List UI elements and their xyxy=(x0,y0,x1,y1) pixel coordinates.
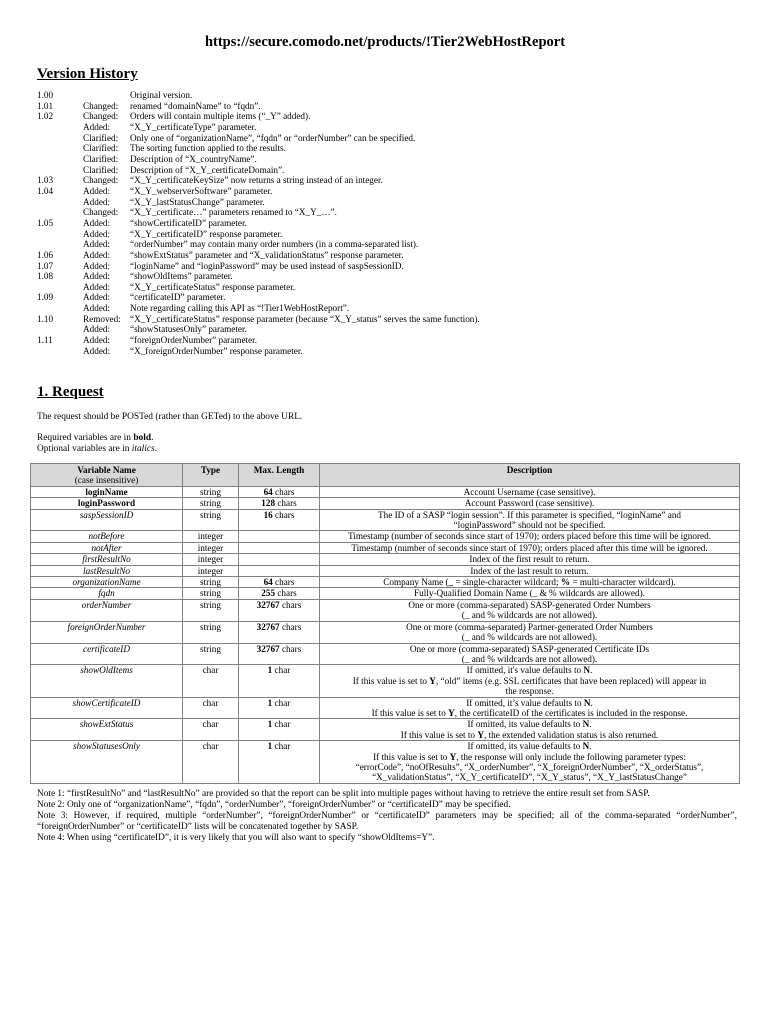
required-note-prefix: Required variables are in xyxy=(37,433,134,443)
header-description: Description xyxy=(320,464,740,487)
description-cell: If omitted, its value defaults to N. If this value is set to Y, the extended validation status is also returned. xyxy=(320,719,740,741)
table-row xyxy=(31,741,740,784)
version-history-heading: Version History xyxy=(37,66,138,82)
table-row xyxy=(31,697,740,719)
version-row xyxy=(37,218,480,229)
max-length-cell xyxy=(239,665,320,697)
request-variables-table xyxy=(30,463,740,784)
type-cell: char xyxy=(183,741,239,784)
max-length-unit: char xyxy=(272,741,291,752)
table-row xyxy=(31,498,740,509)
version-action: Changed: xyxy=(83,111,119,122)
max-length-unit: chars xyxy=(275,498,297,509)
header-max-length: Max. Length xyxy=(239,464,320,487)
description-cell: If omitted, it's value defaults to N. If this value is set to Y, “old” items (e.g. SSL certificates that have been replaced) will appear in the response. xyxy=(320,665,740,697)
type-cell: string xyxy=(183,643,239,665)
version-action: Added: xyxy=(83,196,111,207)
version-number xyxy=(37,154,83,165)
version-text: “X_Y_certificateStatus” response parameter. xyxy=(130,281,296,292)
variable-name-cell: lastResultNo xyxy=(31,565,183,576)
version-number xyxy=(37,324,83,335)
version-row xyxy=(37,175,480,186)
table-row xyxy=(31,509,740,531)
variable-name-cell: notAfter xyxy=(31,542,183,553)
version-number: 1.01 xyxy=(37,100,54,111)
required-note-word: bold xyxy=(133,433,152,443)
version-action: Added: xyxy=(83,324,111,335)
page-title: https://secure.comodo.net/products/!Tier2WebHostReport xyxy=(204,34,566,50)
version-text: “X_Y_lastStatusChange” parameter. xyxy=(130,196,265,207)
max-length-value: 1 xyxy=(267,719,273,730)
max-length-unit: chars xyxy=(272,577,295,588)
max-length-value: 32767 xyxy=(256,621,280,632)
variable-name-cell: saspSessionID xyxy=(31,509,183,531)
max-length-unit: chars xyxy=(279,643,302,654)
version-row xyxy=(37,186,480,197)
type-cell: string xyxy=(183,599,239,621)
version-number xyxy=(37,143,83,154)
version-row xyxy=(37,335,480,346)
max-length-unit: chars xyxy=(275,588,297,599)
max-length-cell xyxy=(239,643,320,665)
max-length-value: 128 xyxy=(261,498,276,509)
request-intro: The request should be POSTed (rather than GETed) to the above URL. xyxy=(37,412,303,422)
variable-name-cell: fqdn xyxy=(31,588,183,599)
max-length-value: 16 xyxy=(263,509,273,520)
version-text: “showCertificateID” parameter. xyxy=(130,217,247,228)
table-row xyxy=(31,542,740,553)
version-number xyxy=(37,303,83,314)
version-number: 1.07 xyxy=(37,260,54,271)
type-cell: string xyxy=(183,577,239,588)
optional-note: Optional variables are in italics. xyxy=(37,444,158,454)
version-text: “X_Y_certificate…” parameters renamed to “X_Y_…”. xyxy=(130,207,337,218)
max-length-value: 1 xyxy=(267,741,273,752)
max-length-cell xyxy=(239,486,320,497)
max-length-value: 1 xyxy=(267,697,273,708)
version-row xyxy=(37,324,480,335)
type-cell: integer xyxy=(183,531,239,542)
max-length-value: 32767 xyxy=(256,599,280,610)
flag-value: Y xyxy=(477,729,484,740)
version-text: Note regarding calling this API as “!Tier1WebHostReport”. xyxy=(130,303,350,314)
description-cell: One or more (comma-separated) SASP-generated Certificate IDs (_ and % wildcards are not allowed). xyxy=(320,643,740,665)
description-cell: Timestamp (number of seconds since start of 1970); orders placed before this time will be ignored. xyxy=(320,531,740,542)
optional-note-word: italics xyxy=(131,444,155,454)
version-action: Added: xyxy=(83,228,111,239)
note-item: Note 4: When using “certificateID”, it is very likely that you will also want to specify “showOldItems=Y”. xyxy=(37,832,435,843)
version-row xyxy=(37,143,480,154)
version-number: 1.08 xyxy=(37,271,54,282)
variable-name-cell: firstResultNo xyxy=(31,554,183,565)
version-number xyxy=(37,122,83,133)
version-text: renamed “domainName” to “fqdn”. xyxy=(130,100,261,111)
max-length-cell xyxy=(239,741,320,784)
version-action: Clarified: xyxy=(83,143,119,154)
version-number: 1.02 xyxy=(37,111,54,122)
note-item: Note 1: “firstResultNo” and “lastResultNo” are provided so that the report can be split into multiple pages without having to retrieve the entire result set from SASP. xyxy=(37,789,650,799)
max-length-cell xyxy=(239,697,320,719)
version-text: “showOldItems” parameter. xyxy=(130,271,233,282)
max-length-value: 64 xyxy=(263,486,273,497)
version-text: “X_Y_webserverSoftware” parameter. xyxy=(130,185,273,196)
max-length-value: 255 xyxy=(261,588,276,599)
version-row xyxy=(37,250,480,261)
version-number xyxy=(37,165,83,176)
table-header-row xyxy=(31,464,740,487)
flag-value: N xyxy=(582,719,590,730)
description-cell: One or more (comma-separated) Partner-generated Order Numbers (_ and % wildcards are not allowed). xyxy=(320,621,740,643)
version-number: 1.06 xyxy=(37,249,54,260)
version-action: Changed: xyxy=(83,207,119,218)
version-row xyxy=(37,90,480,101)
max-length-cell xyxy=(239,719,320,741)
version-row xyxy=(37,303,480,314)
version-action: Removed: xyxy=(83,313,121,324)
version-action: Added: xyxy=(83,185,111,196)
version-number: 1.10 xyxy=(37,313,54,324)
version-number xyxy=(37,229,83,240)
version-action: Added: xyxy=(83,303,111,314)
version-number: 1.03 xyxy=(37,175,54,186)
variable-name-cell: loginName xyxy=(31,486,183,497)
version-number: 1.11 xyxy=(37,335,53,346)
version-action: Added: xyxy=(83,335,111,346)
version-action: Added: xyxy=(83,217,111,228)
variable-name-cell: orderNumber xyxy=(31,599,183,621)
version-row xyxy=(37,261,480,272)
version-action: Clarified: xyxy=(83,132,119,143)
description-cell: Company Name (_ = single-character wildcard; % = multi-character wildcard). xyxy=(320,577,740,588)
version-text: “X_Y_certificateStatus” response parameter (because “X_Y_status” serves the same function). xyxy=(130,313,480,324)
max-length-unit: chars xyxy=(272,486,295,497)
type-cell: string xyxy=(183,498,239,509)
type-cell: char xyxy=(183,719,239,741)
max-length-value: 1 xyxy=(267,665,273,676)
version-row xyxy=(37,101,480,112)
flag-value: N xyxy=(583,697,591,708)
type-cell: string xyxy=(183,509,239,531)
version-number: 1.04 xyxy=(37,185,54,196)
version-number xyxy=(37,197,83,208)
flag-value: N xyxy=(582,741,590,752)
max-length-unit: char xyxy=(272,665,291,676)
version-row xyxy=(37,271,480,282)
version-number xyxy=(37,282,83,293)
max-length-unit: chars xyxy=(272,509,295,520)
type-cell: char xyxy=(183,665,239,697)
version-row xyxy=(37,229,480,240)
version-action: Clarified: xyxy=(83,164,119,175)
version-action: Changed: xyxy=(83,175,119,186)
version-text: “X_Y_certificateID” response parameter. xyxy=(130,228,283,239)
version-text: The sorting function applied to the results. xyxy=(130,143,286,154)
type-cell: char xyxy=(183,697,239,719)
version-action: Added: xyxy=(83,345,111,356)
version-text: “X_Y_certificateType” parameter. xyxy=(130,121,257,132)
version-text: Description of “X_Y_certificateDomain”. xyxy=(130,164,285,175)
max-length-unit: char xyxy=(272,719,291,730)
version-text: “certificateID” parameter. xyxy=(130,292,226,303)
max-length-cell xyxy=(239,498,320,509)
variable-name-cell: foreignOrderNumber xyxy=(31,621,183,643)
version-action: Added: xyxy=(83,249,111,260)
header-variable-name: Variable Name (case insensitive) xyxy=(31,464,183,487)
type-cell: string xyxy=(183,621,239,643)
description-cell: Account Username (case sensitive). xyxy=(320,486,740,497)
version-text: “orderNumber” may contain many order numbers (in a comma-separated list). xyxy=(130,239,419,250)
version-text: “foreignOrderNumber” parameter. xyxy=(130,335,258,346)
max-length-cell xyxy=(239,531,320,542)
type-cell: integer xyxy=(183,554,239,565)
table-row xyxy=(31,643,740,665)
version-action: Added: xyxy=(83,281,111,292)
flag-value: Y xyxy=(448,707,455,718)
max-length-cell xyxy=(239,509,320,531)
table-row xyxy=(31,565,740,576)
variable-name-cell: showOldItems xyxy=(31,665,183,697)
table-row xyxy=(31,719,740,741)
version-text: “showExtStatus” parameter and “X_validationStatus” response parameter. xyxy=(130,249,404,260)
header-variable-name-sub: (case insensitive) xyxy=(74,475,139,486)
version-row xyxy=(37,133,480,144)
max-length-unit: chars xyxy=(279,599,302,610)
description-cell: Account Password (case sensitive). xyxy=(320,498,740,509)
version-row xyxy=(37,282,480,293)
version-number: 1.09 xyxy=(37,292,54,303)
max-length-cell xyxy=(239,577,320,588)
version-text: “showStatusesOnly” parameter. xyxy=(130,324,247,335)
type-cell: string xyxy=(183,486,239,497)
optional-note-prefix: Optional variables are in xyxy=(37,444,132,454)
table-row xyxy=(31,588,740,599)
note-item: Note 2: Only one of “organizationName”, “fqdn”, “orderNumber”, “foreignOrderNumber” or “certificateID” may be specified. xyxy=(37,799,511,810)
version-action: Added: xyxy=(83,260,111,271)
version-row xyxy=(37,165,480,176)
version-number xyxy=(37,207,83,218)
version-number: 1.00 xyxy=(37,90,54,100)
version-row xyxy=(37,197,480,208)
required-note: Required variables are in bold. xyxy=(37,433,154,443)
max-length-cell xyxy=(239,599,320,621)
max-length-unit: char xyxy=(272,697,291,708)
description-cell: Fully-Qualified Domain Name (_ & % wildcards are allowed). xyxy=(320,588,740,599)
description-cell: Timestamp (number of seconds since start of 1970); orders placed after this time will be ignored. xyxy=(320,542,740,553)
description-cell: Index of the first result to return. xyxy=(320,554,740,565)
version-row xyxy=(37,122,480,133)
request-heading: 1. Request xyxy=(37,384,104,400)
version-row xyxy=(37,154,480,165)
table-row xyxy=(31,554,740,565)
type-cell: integer xyxy=(183,542,239,553)
version-number: 1.05 xyxy=(37,217,54,228)
version-text: Only one of “organizationName”, “fqdn” or “orderNumber” can be specified. xyxy=(130,132,416,143)
version-action: Clarified: xyxy=(83,153,119,164)
max-length-cell xyxy=(239,588,320,599)
version-row xyxy=(37,207,480,218)
description-cell: Index of the last result to return. xyxy=(320,565,740,576)
max-length-value: 64 xyxy=(263,577,273,588)
version-text: “X_foreignOrderNumber” response parameter. xyxy=(130,345,303,356)
table-row xyxy=(31,577,740,588)
max-length-unit: chars xyxy=(279,621,302,632)
version-text: Orders will contain multiple items (“_Y” added). xyxy=(130,111,311,122)
version-history-list xyxy=(37,90,480,356)
table-row xyxy=(31,621,740,643)
version-number xyxy=(37,239,83,250)
version-action xyxy=(83,90,130,101)
version-row xyxy=(37,239,480,250)
variable-name-cell: showStatusesOnly xyxy=(31,741,183,784)
version-number xyxy=(37,346,83,357)
version-text: “loginName” and “loginPassword” may be used instead of saspSessionID. xyxy=(130,260,404,271)
description-cell: If omitted, its value defaults to N. If this value is set to Y, the response will only include the following parameter types: “errorCode”, “noOfResults”, “X_orderNumber”, “X_foreignOrderNumber”, “X_orderStatus”, “X_validationStatus”, “X_Y_certificateID”, “X_Y_status”, “X_Y_lastStatusChange” xyxy=(320,741,740,784)
type-cell: integer xyxy=(183,565,239,576)
table-row xyxy=(31,665,740,697)
notes-section xyxy=(37,789,737,844)
description-cell: If omitted, it’s value defaults to N. If this value is set to Y, the certificateID of the certificates is included in the response. xyxy=(320,697,740,719)
max-length-cell xyxy=(239,565,320,576)
variable-name-cell: showExtStatus xyxy=(31,719,183,741)
table-row xyxy=(31,531,740,542)
version-number xyxy=(37,133,83,144)
description-cell: The ID of a SASP “login session”. If this parameter is specified, “loginName” and “loginPassword” should not be specified. xyxy=(320,509,740,531)
wildcard-symbol: % xyxy=(560,577,571,588)
variable-name-cell: certificateID xyxy=(31,643,183,665)
version-action: Added: xyxy=(83,239,111,250)
flag-value: Y xyxy=(449,751,457,762)
max-length-value: 32767 xyxy=(256,643,280,654)
max-length-cell xyxy=(239,621,320,643)
variable-name-cell: loginPassword xyxy=(31,498,183,509)
version-row xyxy=(37,346,480,357)
table-row xyxy=(31,599,740,621)
type-cell: string xyxy=(183,588,239,599)
version-row xyxy=(37,292,480,303)
version-text: “X_Y_certificateKeySize” now returns a string instead of an integer. xyxy=(130,175,383,186)
wildcard-symbol: _ xyxy=(448,577,454,588)
version-action: Changed: xyxy=(83,100,119,111)
variable-name-cell: notBefore xyxy=(31,531,183,542)
flag-value: Y xyxy=(429,675,436,686)
version-action: Added: xyxy=(83,292,111,303)
version-text: Original version. xyxy=(130,90,193,100)
max-length-cell xyxy=(239,542,320,553)
flag-value: N xyxy=(583,665,591,676)
version-action: Added: xyxy=(83,121,111,132)
max-length-cell xyxy=(239,554,320,565)
version-row xyxy=(37,111,480,122)
version-row xyxy=(37,314,480,325)
table-row xyxy=(31,486,740,497)
version-action: Added: xyxy=(83,271,111,282)
header-type: Type xyxy=(183,464,239,487)
description-cell: One or more (comma-separated) SASP-generated Order Numbers (_ and % wildcards are not allowed). xyxy=(320,599,740,621)
variable-name-cell: organizationName xyxy=(31,577,183,588)
note-item: Note 3: However, if required, multiple “orderNumber”, “foreignOrderNumber” or “certificateID” parameters may be specified; all of the comma-separated “orderNumber”, “foreignOrderNumber” or “certificateID” lists will be concatenated together by SASP. xyxy=(37,810,737,832)
version-text: Description of “X_countryName”. xyxy=(130,153,257,164)
variable-name-cell: showCertificateID xyxy=(31,697,183,719)
